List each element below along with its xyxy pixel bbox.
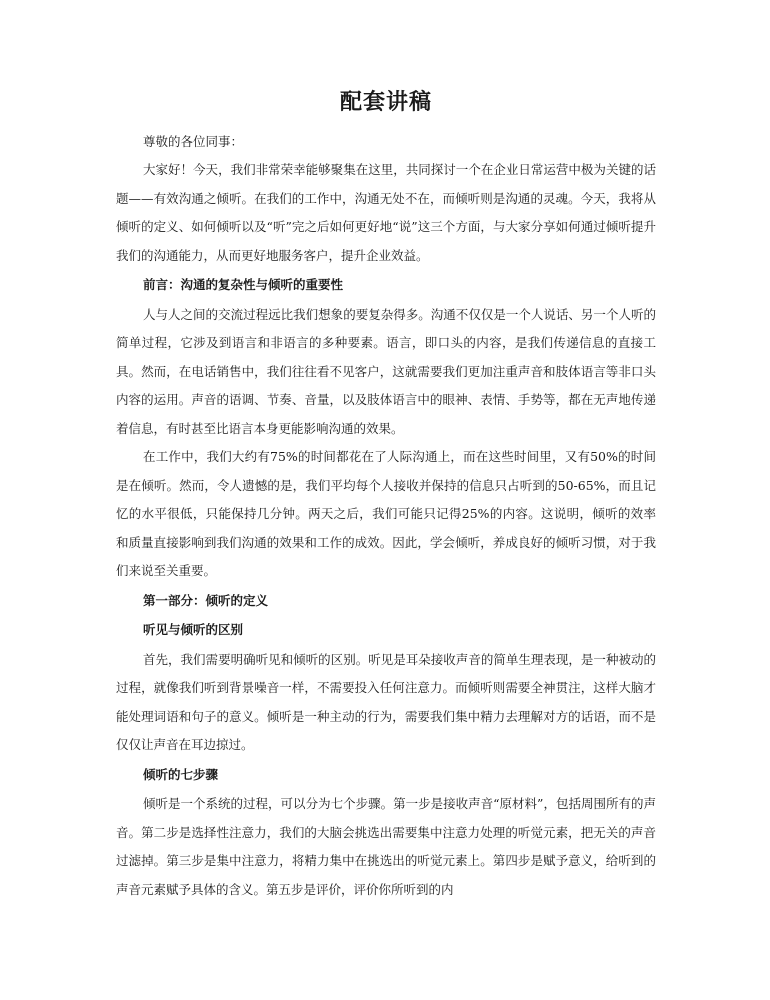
paragraph: 人与人之间的交流过程远比我们想象的要复杂得多。沟通不仅仅是一个人说话、另一个人听的简单过程，它涉及到语言和非语言的多种要素。语言，即口头的内容，是我们传递信息的直接工具。然而，在电话销售中，我们往往看不见客户，这就需要我们更加注重声音和肢体语言等非口头内容的运用。声音的语调、节奏、音量，以及肢体语言中的眼神、表情、手势等，都在无声地传递着信息，有时甚至比语言本身更能影响沟通的效果。 [116, 306, 656, 436]
section-heading-part1: 第一部分：倾听的定义 [143, 592, 269, 608]
salutation: 尊敬的各位同事： [143, 134, 244, 149]
document-page [116, 88, 656, 904]
intro-paragraph: 大家好！今天，我们非常荣幸能够聚集在这里，共同探讨一个在企业日常运营中极为关键的话题——有效沟通之倾听。在我们的工作中，沟通无处不在，而倾听则是沟通的灵魂。今天，我将从倾听的定义、如何倾听以及“听”完之后如何更好地“说”这三个方面，与大家分享如何通过倾听提升我们的沟通能力，从而更好地服务客户，提升企业效益。 [116, 162, 656, 263]
document-title: 配套讲稿 [339, 90, 432, 115]
paragraph: 倾听是一个系统的过程，可以分为七个步骤。第一步是接收声音“原材料”，包括周围所有的声音。第二步是选择性注意力，我们的大脑会挑选出需要集中注意力处理的听觉元素，把无关的声音过滤掉。第三步是集中注意力，将精力集中在挑选出的听觉元素上。第四步是赋予意义，给听到的声音元素赋予具体的含义。第五步是评价，评价你所听到的内 [116, 796, 656, 897]
subsection-heading-seven-steps: 倾听的七步骤 [143, 766, 219, 782]
subsection-heading-hearing-vs-listening: 听见与倾听的区别 [143, 622, 244, 637]
section-heading-preface: 前言：沟通的复杂性与倾听的重要性 [143, 277, 344, 292]
paragraph: 在工作中，我们大约有75%的时间都花在了人际沟通上，而在这些时间里，又有50%的时间是在倾听。然而，令人遗憾的是，我们平均每个人接收并保持的信息只占听到的50-65%，而且记忆的水平很低，只能保持几分钟。两天之后，我们可能只记得25%的内容。这说明，倾听的效率和质量直接影响到我们沟通的效果和工作的成效。因此，学会倾听，养成良好的倾听习惯，对于我们来说至关重要。 [116, 449, 656, 578]
paragraph: 首先，我们需要明确听见和倾听的区别。听见是耳朵接收声音的简单生理表现，是一种被动的过程，就像我们听到背景噪音一样，不需要投入任何注意力。而倾听则需要全神贯注，这样大脑才能处理词语和句子的意义。倾听是一种主动的行为，需要我们集中精力去理解对方的话语，而不是仅仅让声音在耳边掠过。 [116, 651, 656, 752]
